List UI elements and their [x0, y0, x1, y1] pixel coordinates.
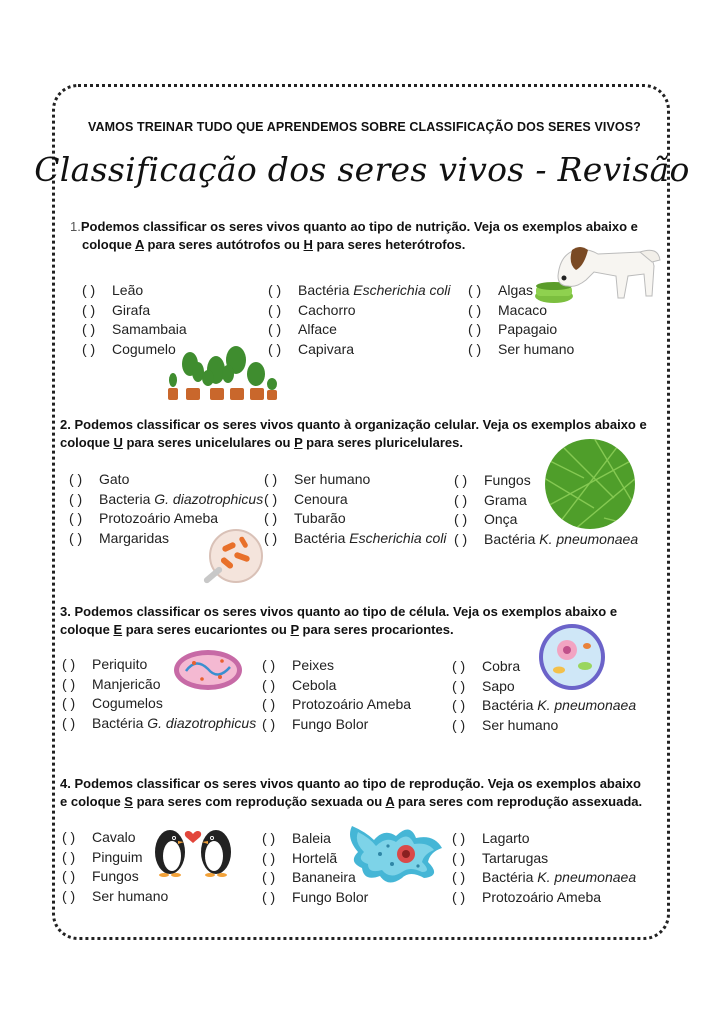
option-label: Bactéria	[92, 714, 148, 731]
answer-blank[interactable]: ( )	[262, 657, 276, 673]
option-label: Bactéria	[484, 530, 540, 547]
scientific-name: K. pneumonaea	[539, 530, 639, 547]
answer-blank[interactable]: ( )	[454, 491, 468, 508]
question-2-line1: 2. Podemos classificar os seres vivos quanto à organização celular. Veja os exemplos abaixo e	[60, 417, 647, 432]
answer-letter-p: P	[294, 435, 303, 450]
bacterium-cell-icon	[172, 647, 244, 693]
option-label: Protozoário Ameba	[99, 510, 219, 526]
answer-option	[452, 868, 636, 888]
scientific-name: Escherichia coli	[349, 529, 447, 546]
answer-blank[interactable]: ( )	[262, 715, 276, 732]
answer-blank[interactable]: ( )	[69, 510, 83, 526]
option-label: Lagarto	[482, 830, 530, 846]
question-1-text-c: para seres heterótrofos.	[312, 237, 466, 252]
answer-blank[interactable]: ( )	[82, 282, 96, 298]
answer-option	[264, 509, 447, 529]
answer-blank[interactable]: ( )	[262, 696, 276, 712]
answer-blank[interactable]: ( )	[452, 658, 466, 674]
option-label: Samambaia	[112, 321, 187, 337]
answer-blank[interactable]: ( )	[69, 490, 83, 507]
dog-eating-icon	[528, 236, 663, 308]
answer-option	[69, 470, 263, 490]
answer-option	[82, 301, 187, 321]
question-1-number: 1.	[70, 219, 81, 234]
answer-blank[interactable]: ( )	[82, 321, 96, 337]
answer-option	[268, 281, 451, 301]
option-label: Bananeira	[292, 869, 356, 885]
question-3-line1: 3. Podemos classificar os seres vivos quanto ao tipo de célula. Veja os exemplos abaixo e	[60, 604, 618, 619]
question-4-text-a: e coloque	[60, 794, 125, 809]
scientific-name: K. pneumonaea	[537, 697, 637, 713]
option-label: Hortelã	[292, 849, 338, 866]
answer-option	[62, 694, 256, 714]
answer-letter-p: P	[290, 622, 299, 637]
option-label: Ser humano	[294, 471, 371, 487]
answer-option	[82, 320, 187, 340]
question-1-column-2	[268, 281, 451, 359]
answer-option	[262, 695, 411, 715]
option-label: Bactéria	[298, 282, 354, 298]
answer-blank[interactable]: ( )	[268, 282, 282, 298]
answer-option	[262, 715, 411, 735]
answer-letter-a: A	[385, 794, 395, 809]
option-label: Protozoário Ameba	[482, 888, 602, 905]
answer-blank[interactable]: ( )	[62, 848, 76, 865]
answer-blank[interactable]: ( )	[264, 529, 278, 546]
answer-blank[interactable]: ( )	[452, 849, 466, 866]
option-label: Bactéria	[482, 697, 538, 713]
answer-option	[268, 301, 451, 321]
option-label: Girafa	[112, 301, 151, 318]
answer-option	[452, 829, 636, 849]
option-label: Bacteria	[99, 490, 155, 507]
option-label: Protozoário Ameba	[292, 696, 412, 712]
leaf-texture-icon	[544, 438, 636, 530]
option-label: Tartarugas	[482, 849, 549, 866]
question-4-text-c: para seres com reprodução assexuada.	[394, 794, 643, 809]
answer-blank[interactable]: ( )	[454, 472, 468, 488]
answer-blank[interactable]: ( )	[82, 340, 96, 357]
question-2-text-b: para seres unicelulares ou	[122, 435, 295, 450]
answer-blank[interactable]: ( )	[264, 490, 278, 507]
answer-blank[interactable]: ( )	[262, 849, 276, 866]
page-title: Classificação dos seres vivos - Revisão	[34, 150, 690, 189]
question-4-column-3	[452, 829, 636, 907]
question-2-text-c: para seres pluricelulares.	[302, 435, 463, 450]
answer-blank[interactable]: ( )	[62, 887, 76, 904]
option-label: Gato	[99, 471, 130, 487]
option-label: Alface	[298, 321, 337, 337]
answer-blank[interactable]: ( )	[452, 869, 466, 885]
answer-blank[interactable]: ( )	[268, 340, 282, 357]
answer-option	[268, 320, 451, 340]
scientific-name: Escherichia coli	[353, 282, 451, 298]
option-label: Manjericão	[92, 675, 161, 692]
answer-blank[interactable]: ( )	[452, 716, 466, 733]
answer-blank[interactable]: ( )	[262, 830, 276, 846]
option-label: Bactéria	[482, 869, 538, 885]
option-label: Ser humano	[482, 716, 559, 733]
answer-option	[454, 530, 638, 550]
option-label: Fungo Bolor	[292, 715, 369, 732]
answer-blank[interactable]: ( )	[452, 697, 466, 713]
option-label: Peixes	[292, 657, 335, 673]
penguins-love-icon	[144, 818, 242, 878]
question-4	[60, 775, 642, 811]
answer-blank[interactable]: ( )	[82, 301, 96, 318]
answer-letter-s: S	[124, 794, 133, 809]
answer-letter-e: E	[113, 622, 123, 637]
option-label: Cobra	[482, 658, 521, 674]
scientific-name: G. diazotrophicus	[147, 714, 257, 731]
question-1-text-b: para seres autótrofos ou	[143, 237, 304, 252]
header-question: VAMOS TREINAR TUDO QUE APRENDEMOS SOBRE CLASSIFICAÇÃO DOS SERES VIVOS?	[88, 120, 641, 134]
answer-option	[264, 490, 447, 510]
answer-option	[264, 470, 447, 490]
option-label: Cogumelo	[112, 340, 176, 357]
answer-option	[262, 888, 368, 908]
answer-blank[interactable]: ( )	[468, 301, 482, 318]
eukaryotic-cell-icon	[537, 622, 607, 692]
answer-blank[interactable]: ( )	[452, 830, 466, 846]
question-3-text-b: para seres eucariontes ou	[122, 622, 291, 637]
answer-option	[69, 490, 263, 510]
option-label: Bactéria	[294, 529, 350, 546]
question-3-column-2	[262, 656, 411, 734]
answer-option	[452, 696, 636, 716]
option-label: Cogumelos	[92, 695, 163, 711]
option-label: Ser humano	[92, 887, 169, 904]
option-label: Margaridas	[99, 529, 170, 546]
option-label: Capivara	[298, 340, 355, 357]
answer-option	[262, 656, 411, 676]
answer-blank[interactable]: ( )	[264, 510, 278, 526]
option-label: Cenoura	[294, 490, 348, 507]
answer-blank[interactable]: ( )	[62, 868, 76, 884]
option-label: Cebola	[292, 676, 337, 693]
option-label: Algas	[498, 282, 534, 298]
question-3-text-c: para seres procariontes.	[298, 622, 454, 637]
question-3-text-a: coloque	[60, 622, 114, 637]
question-4-text-b: para seres com reprodução sexuada ou	[132, 794, 386, 809]
answer-blank[interactable]: ( )	[62, 695, 76, 711]
answer-letter-h: H	[303, 237, 313, 252]
answer-blank[interactable]: ( )	[69, 471, 83, 487]
answer-option	[62, 714, 256, 734]
answer-option	[468, 340, 574, 360]
answer-blank[interactable]: ( )	[69, 529, 83, 546]
option-label: Onça	[484, 511, 518, 527]
answer-letter-a: A	[134, 237, 144, 252]
question-1-line1: Podemos classificar os seres vivos quanto ao tipo de nutrição. Veja os exemplos abaixo e	[80, 219, 638, 234]
question-2-text-a: coloque	[60, 435, 114, 450]
option-label: Leão	[112, 282, 144, 298]
answer-option	[452, 888, 636, 908]
option-label: Grama	[484, 491, 527, 508]
option-label: Tubarão	[294, 510, 346, 526]
scientific-name: G. diazotrophicus	[154, 490, 264, 507]
answer-blank[interactable]: ( )	[468, 282, 482, 298]
answer-option	[82, 281, 187, 301]
option-label: Fungo Bolor	[292, 888, 369, 905]
scientific-name: K. pneumonaea	[537, 869, 637, 885]
option-label: Cavalo	[92, 829, 136, 845]
potted-plants-icon	[164, 344, 282, 402]
answer-blank[interactable]: ( )	[454, 530, 468, 547]
answer-option	[264, 529, 447, 549]
option-label: Baleia	[292, 830, 331, 846]
answer-option	[62, 887, 168, 907]
answer-blank[interactable]: ( )	[468, 321, 482, 337]
answer-blank[interactable]: ( )	[62, 714, 76, 731]
answer-blank[interactable]: ( )	[454, 511, 468, 527]
option-label: Periquito	[92, 656, 148, 672]
answer-blank[interactable]: ( )	[264, 471, 278, 487]
answer-blank[interactable]: ( )	[452, 888, 466, 905]
answer-blank[interactable]: ( )	[452, 677, 466, 694]
answer-blank[interactable]: ( )	[262, 888, 276, 905]
answer-option	[468, 320, 574, 340]
question-1-text-a: coloque	[82, 237, 135, 252]
option-label: Sapo	[482, 677, 515, 694]
option-label: Cachorro	[298, 301, 356, 318]
option-label: Macaco	[498, 301, 548, 318]
answer-option	[268, 340, 451, 360]
question-2-column-2	[264, 470, 447, 548]
question-3	[60, 603, 617, 639]
answer-blank[interactable]: ( )	[268, 321, 282, 337]
amoeba-icon	[344, 818, 450, 888]
option-label: Ser humano	[498, 340, 575, 357]
answer-blank[interactable]: ( )	[62, 656, 76, 672]
answer-option	[452, 849, 636, 869]
option-label: Fungos	[92, 868, 139, 884]
answer-blank[interactable]: ( )	[468, 340, 482, 357]
answer-letter-u: U	[113, 435, 123, 450]
bacteria-petri-icon	[200, 526, 266, 588]
option-label: Fungos	[484, 472, 531, 488]
answer-option	[262, 676, 411, 696]
answer-blank[interactable]: ( )	[62, 829, 76, 845]
option-label: Pinguim	[92, 848, 143, 865]
option-label: Papagaio	[498, 321, 558, 337]
answer-blank[interactable]: ( )	[262, 676, 276, 693]
answer-blank[interactable]: ( )	[62, 675, 76, 692]
question-4-line1: 4. Podemos classificar os seres vivos quanto ao tipo de reprodução. Veja os exemplos abaixo	[60, 776, 641, 791]
answer-blank[interactable]: ( )	[262, 869, 276, 885]
answer-option	[452, 716, 636, 736]
answer-blank[interactable]: ( )	[268, 301, 282, 318]
